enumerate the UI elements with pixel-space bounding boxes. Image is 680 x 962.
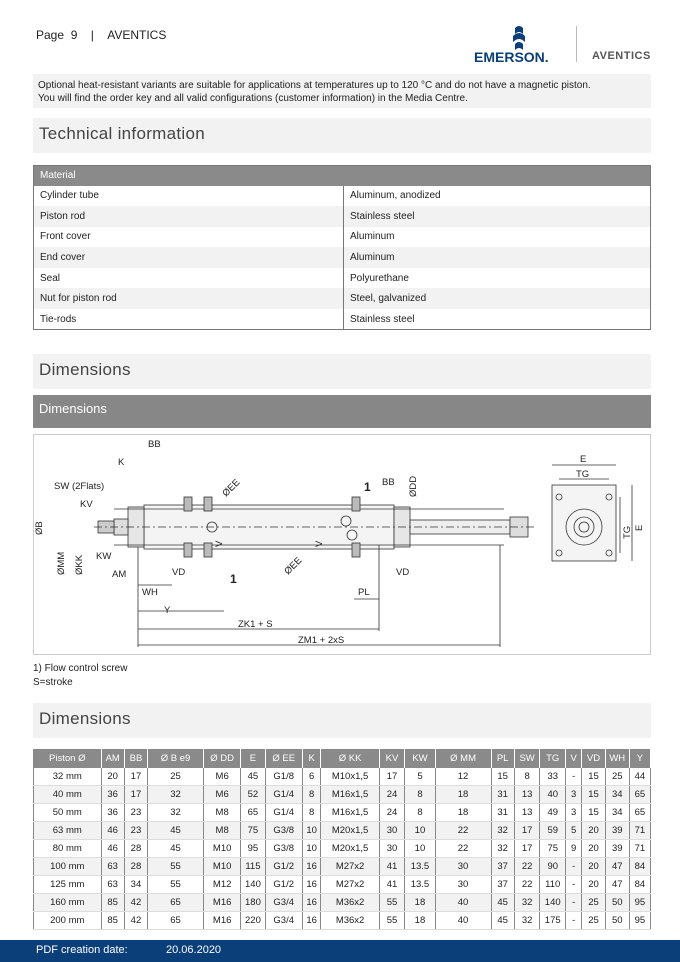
- dim-cell: 55: [148, 858, 204, 876]
- page-label: Page: [36, 28, 65, 42]
- label-bb-right: BB: [382, 477, 395, 488]
- label-vd-right: VD: [396, 567, 410, 578]
- dim-header-cell: K: [302, 750, 321, 768]
- dim-cell: 75: [540, 840, 566, 858]
- dim-row: [34, 876, 651, 894]
- dim-cell: 15: [491, 768, 514, 786]
- label-1-lower: 1: [230, 572, 237, 586]
- dim-row: [34, 768, 651, 786]
- dim-cell: M10: [204, 840, 241, 858]
- dim-cell: M16x1,5: [321, 786, 379, 804]
- dim-cell: 50: [605, 894, 629, 912]
- dim-cell: 5: [566, 822, 582, 840]
- dim-cell: 45: [148, 840, 204, 858]
- label-k: K: [118, 457, 125, 468]
- label-pl: PL: [358, 587, 370, 598]
- section-dimensions: Dimensions: [33, 354, 651, 389]
- dim-cell: 25: [582, 912, 605, 930]
- dim-cell: 10: [302, 840, 321, 858]
- dim-cell: 140: [540, 894, 566, 912]
- dim-cell: 31: [491, 804, 514, 822]
- dim-cell: 36: [101, 804, 124, 822]
- dim-cell: 12: [435, 768, 491, 786]
- dim-cell: 140: [241, 876, 265, 894]
- dim-cell: 5: [405, 768, 435, 786]
- label-1-upper: 1: [364, 480, 371, 494]
- label-tg-side: TG: [622, 525, 633, 539]
- dim-cell: 6: [302, 768, 321, 786]
- material-value: Aluminum, anodized: [344, 186, 651, 207]
- dim-cell: 30: [435, 858, 491, 876]
- dim-cell: 13: [514, 804, 540, 822]
- note-line-2: You will find the order key and all valid configurations (customer information) in the Media Centre.: [38, 93, 468, 104]
- dim-cell: 34: [605, 786, 629, 804]
- dim-cell: 15: [582, 786, 605, 804]
- dim-cell: 31: [491, 786, 514, 804]
- label-v-left: V: [214, 540, 225, 547]
- dim-cell: -: [566, 894, 582, 912]
- dim-cell: 25: [605, 768, 629, 786]
- dim-cell: 85: [101, 894, 124, 912]
- dim-cell: 17: [124, 768, 147, 786]
- dim-cell: 15: [582, 804, 605, 822]
- dim-cell: 84: [629, 858, 650, 876]
- dim-cell: 220: [241, 912, 265, 930]
- dim-cell: 20: [582, 858, 605, 876]
- dim-cell: 23: [124, 822, 147, 840]
- dim-cell: 40 mm: [34, 786, 102, 804]
- label-tg-top: TG: [576, 469, 590, 480]
- dim-cell: 42: [124, 894, 147, 912]
- dim-cell: 24: [379, 804, 405, 822]
- dim-cell: 30: [379, 840, 405, 858]
- label-am: AM: [112, 569, 127, 580]
- dim-row: [34, 894, 651, 912]
- dim-cell: 110: [540, 876, 566, 894]
- dim-cell: M10: [204, 858, 241, 876]
- emerson-logo: [474, 22, 564, 66]
- dim-cell: 34: [124, 876, 147, 894]
- dim-cell: M6: [204, 768, 241, 786]
- dim-cell: 40: [435, 912, 491, 930]
- dim-cell: G3/4: [265, 894, 302, 912]
- material-row: [34, 227, 651, 248]
- material-header: Material: [34, 166, 651, 186]
- dim-cell: 23: [124, 804, 147, 822]
- dim-cell: 32: [514, 894, 540, 912]
- dim-cell: 32: [514, 912, 540, 930]
- dim-cell: 20: [582, 822, 605, 840]
- dim-cell: M16: [204, 894, 241, 912]
- dim-cell: 95: [629, 912, 650, 930]
- dim-cell: 30: [435, 876, 491, 894]
- note-line-1: Optional heat-resistant variants are suitable for applications at temperatures up to 120 °C and do not have a magnetic piston.: [38, 80, 591, 91]
- dim-cell: 34: [605, 804, 629, 822]
- label-sw: SW (2Flats): [54, 481, 105, 492]
- material-part: Seal: [34, 268, 344, 289]
- label-omm: ØMM: [56, 551, 67, 575]
- dim-row: [34, 822, 651, 840]
- dim-cell: -: [566, 876, 582, 894]
- dim-cell: 40: [435, 894, 491, 912]
- dim-cell: 16: [302, 894, 321, 912]
- dim-cell: 45: [491, 912, 514, 930]
- material-row: [34, 309, 651, 330]
- dim-cell: 71: [629, 822, 650, 840]
- dim-cell: 65: [241, 804, 265, 822]
- dim-cell: 63 mm: [34, 822, 102, 840]
- label-wh: WH: [142, 587, 158, 598]
- label-oee-upper: ØEE: [220, 477, 243, 500]
- dim-cell: 47: [605, 876, 629, 894]
- dim-cell: 16: [302, 876, 321, 894]
- footer-bar: [0, 940, 680, 962]
- dim-cell: 65: [629, 786, 650, 804]
- dim-cell: M20x1,5: [321, 822, 379, 840]
- dim-cell: 13.5: [405, 876, 435, 894]
- dim-cell: M20x1,5: [321, 840, 379, 858]
- dim-header-cell: Ø EE: [265, 750, 302, 768]
- dim-cell: -: [566, 858, 582, 876]
- dimension-drawing: [33, 434, 651, 655]
- dim-cell: -: [566, 768, 582, 786]
- dim-cell: 39: [605, 822, 629, 840]
- dim-cell: 22: [435, 822, 491, 840]
- dim-cell: 22: [514, 876, 540, 894]
- dim-cell: M36x2: [321, 894, 379, 912]
- header-separator: |: [90, 28, 94, 42]
- dim-cell: 17: [514, 822, 540, 840]
- dim-cell: 8: [514, 768, 540, 786]
- dim-cell: 24: [379, 786, 405, 804]
- label-vd-left: VD: [172, 567, 186, 578]
- dim-cell: 160 mm: [34, 894, 102, 912]
- material-row: [34, 186, 651, 207]
- material-value: Aluminum: [344, 227, 651, 248]
- material-part: Front cover: [34, 227, 344, 248]
- dim-cell: 8: [302, 786, 321, 804]
- dim-cell: 37: [491, 858, 514, 876]
- dim-cell: 28: [124, 840, 147, 858]
- dim-header-cell: Ø DD: [204, 750, 241, 768]
- dim-cell: M8: [204, 822, 241, 840]
- dim-cell: 45: [148, 822, 204, 840]
- dim-header-cell: KW: [405, 750, 435, 768]
- dim-cell: 8: [302, 804, 321, 822]
- dim-cell: 15: [582, 768, 605, 786]
- dim-cell: M16x1,5: [321, 804, 379, 822]
- dim-header-cell: SW: [514, 750, 540, 768]
- dim-cell: 8: [405, 786, 435, 804]
- dim-cell: 46: [101, 822, 124, 840]
- dim-cell: 52: [241, 786, 265, 804]
- dim-cell: 30: [379, 822, 405, 840]
- dimensions-table: [33, 749, 651, 930]
- dim-cell: 49: [540, 804, 566, 822]
- dim-cell: 18: [435, 786, 491, 804]
- dim-cell: 65: [148, 912, 204, 930]
- section-dimensions-table: Dimensions: [33, 703, 651, 738]
- dim-cell: 84: [629, 876, 650, 894]
- label-kv: KV: [80, 499, 93, 510]
- dim-cell: 18: [405, 912, 435, 930]
- emerson-logo-text: EMERSON.: [474, 49, 549, 65]
- material-part: Cylinder tube: [34, 186, 344, 207]
- dim-cell: 65: [629, 804, 650, 822]
- dim-row: [34, 858, 651, 876]
- dim-cell: 32: [148, 804, 204, 822]
- dim-header-cell: Ø KK: [321, 750, 379, 768]
- label-e-top: E: [580, 454, 587, 465]
- dim-cell: 22: [435, 840, 491, 858]
- label-zm1: ZM1 + 2xS: [298, 635, 345, 646]
- dim-cell: -: [566, 912, 582, 930]
- dim-cell: 80 mm: [34, 840, 102, 858]
- subsection-dimensions: Dimensions: [33, 395, 651, 428]
- dim-cell: 25: [148, 768, 204, 786]
- material-value: Stainless steel: [344, 206, 651, 227]
- dim-cell: 9: [566, 840, 582, 858]
- label-odd: ØDD: [408, 475, 419, 497]
- header-brand: AVENTICS: [107, 28, 167, 42]
- dim-cell: G1/4: [265, 786, 302, 804]
- footer-label: PDF creation date:: [36, 944, 128, 956]
- dim-row: [34, 804, 651, 822]
- material-part: Nut for piston rod: [34, 288, 344, 309]
- dim-cell: G3/8: [265, 822, 302, 840]
- dim-cell: G1/8: [265, 768, 302, 786]
- dim-cell: 45: [491, 894, 514, 912]
- dim-header-cell: Ø B e9: [148, 750, 204, 768]
- dim-cell: 50 mm: [34, 804, 102, 822]
- label-oee-lower: ØEE: [282, 555, 305, 578]
- dim-cell: 100 mm: [34, 858, 102, 876]
- dim-cell: 180: [241, 894, 265, 912]
- dim-cell: 44: [629, 768, 650, 786]
- dim-cell: 3: [566, 786, 582, 804]
- label-y: Y: [164, 605, 171, 616]
- dim-cell: M27x2: [321, 858, 379, 876]
- material-part: Tie-rods: [34, 309, 344, 330]
- dim-cell: 20: [582, 840, 605, 858]
- label-ob: ØB: [34, 521, 45, 535]
- dim-cell: 63: [101, 876, 124, 894]
- dim-cell: 32 mm: [34, 768, 102, 786]
- dim-cell: 37: [491, 876, 514, 894]
- label-bb: BB: [148, 439, 161, 450]
- dim-cell: 41: [379, 876, 405, 894]
- dim-cell: 95: [629, 894, 650, 912]
- page-header: [36, 28, 166, 42]
- dim-header-cell: E: [241, 750, 265, 768]
- dim-cell: 10: [405, 822, 435, 840]
- dim-cell: M16: [204, 912, 241, 930]
- emerson-mark-icon: [513, 26, 525, 50]
- dim-header-cell: WH: [605, 750, 629, 768]
- dim-header-cell: Y: [629, 750, 650, 768]
- dim-cell: M10x1,5: [321, 768, 379, 786]
- page-number: 9: [70, 28, 78, 42]
- aventics-logo: AVENTICS: [592, 50, 651, 62]
- dim-cell: 65: [148, 894, 204, 912]
- intro-note: [33, 74, 651, 108]
- dim-cell: 20: [101, 768, 124, 786]
- label-e-side: E: [634, 524, 645, 531]
- dim-cell: M8: [204, 804, 241, 822]
- dim-cell: M27x2: [321, 876, 379, 894]
- material-value: Stainless steel: [344, 309, 651, 330]
- material-part: End cover: [34, 247, 344, 268]
- dim-cell: 3: [566, 804, 582, 822]
- dim-header-cell: Piston Ø: [34, 750, 102, 768]
- material-row: [34, 247, 651, 268]
- dim-cell: 45: [241, 768, 265, 786]
- dim-cell: M36x2: [321, 912, 379, 930]
- dim-cell: 36: [101, 786, 124, 804]
- dim-cell: 115: [241, 858, 265, 876]
- dim-cell: 13: [514, 786, 540, 804]
- dim-cell: M6: [204, 786, 241, 804]
- dim-cell: 95: [241, 840, 265, 858]
- dim-cell: 13.5: [405, 858, 435, 876]
- dim-cell: G3/8: [265, 840, 302, 858]
- dim-cell: 47: [605, 858, 629, 876]
- label-okk: ØKK: [74, 554, 85, 575]
- dim-cell: 85: [101, 912, 124, 930]
- dim-row: [34, 840, 651, 858]
- material-row: [34, 288, 651, 309]
- section-technical-information: Technical information: [33, 118, 651, 153]
- dim-cell: 22: [514, 858, 540, 876]
- label-kw: KW: [96, 551, 112, 562]
- dim-header-cell: AM: [101, 750, 124, 768]
- dim-cell: 10: [405, 840, 435, 858]
- material-row: [34, 206, 651, 227]
- dim-cell: 17: [124, 786, 147, 804]
- dim-cell: 59: [540, 822, 566, 840]
- dim-cell: G3/4: [265, 912, 302, 930]
- dim-cell: 200 mm: [34, 912, 102, 930]
- dim-cell: 71: [629, 840, 650, 858]
- dim-cell: 90: [540, 858, 566, 876]
- dim-cell: 10: [302, 822, 321, 840]
- dim-cell: 18: [435, 804, 491, 822]
- material-value: Polyurethane: [344, 268, 651, 289]
- dim-cell: 63: [101, 858, 124, 876]
- dim-cell: 40: [540, 786, 566, 804]
- dim-cell: 32: [491, 840, 514, 858]
- dim-header-cell: PL: [491, 750, 514, 768]
- dim-header-cell: V: [566, 750, 582, 768]
- material-table: [33, 165, 651, 330]
- material-row: [34, 268, 651, 289]
- dim-cell: 42: [124, 912, 147, 930]
- dim-cell: 16: [302, 912, 321, 930]
- dim-cell: 25: [582, 894, 605, 912]
- footnote-stroke: S=stroke: [33, 677, 73, 688]
- dim-cell: 55: [148, 876, 204, 894]
- label-zk1: ZK1 + S: [238, 619, 273, 630]
- dim-cell: 125 mm: [34, 876, 102, 894]
- dim-header-cell: TG: [540, 750, 566, 768]
- dim-cell: G1/2: [265, 858, 302, 876]
- dim-cell: 175: [540, 912, 566, 930]
- dim-cell: 20: [582, 876, 605, 894]
- dim-cell: 8: [405, 804, 435, 822]
- dim-cell: M12: [204, 876, 241, 894]
- dim-cell: 32: [148, 786, 204, 804]
- dim-cell: 41: [379, 858, 405, 876]
- footnote-flow-control: 1) Flow control screw: [33, 663, 128, 674]
- dim-cell: 39: [605, 840, 629, 858]
- dim-row: [34, 912, 651, 930]
- dim-cell: 18: [405, 894, 435, 912]
- dim-cell: 50: [605, 912, 629, 930]
- dim-cell: 16: [302, 858, 321, 876]
- dim-cell: 55: [379, 912, 405, 930]
- dim-cell: 75: [241, 822, 265, 840]
- dim-cell: G1/4: [265, 804, 302, 822]
- dim-row: [34, 786, 651, 804]
- material-value: Steel, galvanized: [344, 288, 651, 309]
- dim-header-cell: KV: [379, 750, 405, 768]
- footer-date: 20.06.2020: [166, 944, 222, 956]
- dim-cell: 55: [379, 894, 405, 912]
- dim-cell: 33: [540, 768, 566, 786]
- dim-header-cell: BB: [124, 750, 147, 768]
- dim-header-cell: Ø MM: [435, 750, 491, 768]
- label-v-right: V: [314, 540, 325, 547]
- dim-header-cell: VD: [582, 750, 605, 768]
- dim-cell: 28: [124, 858, 147, 876]
- cylinder-drawing: [34, 435, 652, 656]
- dim-cell: 17: [514, 840, 540, 858]
- dim-cell: 17: [379, 768, 405, 786]
- logo-divider: [576, 26, 577, 62]
- dim-cell: 32: [491, 822, 514, 840]
- material-value: Aluminum: [344, 247, 651, 268]
- dim-cell: 46: [101, 840, 124, 858]
- material-part: Piston rod: [34, 206, 344, 227]
- dim-cell: G1/2: [265, 876, 302, 894]
